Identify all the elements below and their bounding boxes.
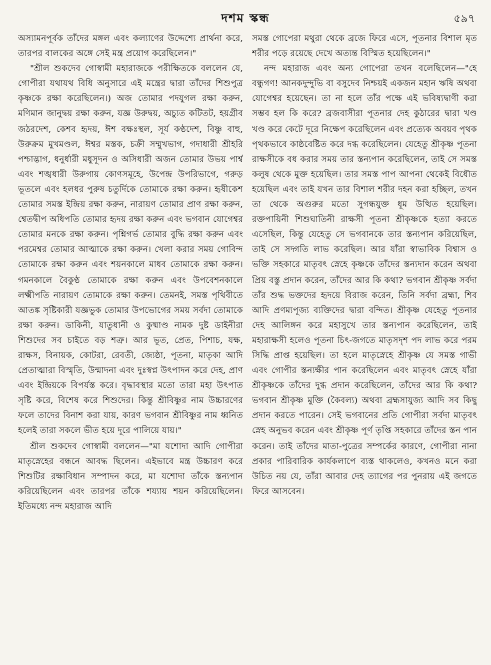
- left-text-column: [18, 32, 243, 658]
- paragraph: অস্যামনপূর্বক তাঁদের মঙ্গল এবং কল্যাণের উদ্দেশ্যে প্রার্থনা করে, তারপর বালকের অঙ্গে সেই মন্ত্র প্রয়োগ করেছিলেন।": [18, 34, 243, 60]
- paragraph: সমস্ত গোপেরা মথুরা থেকে ব্রজে ফিরে এসে, পূতনার বিশাল মৃত শরীর পড়ে রয়েছে দেখে অত্যন্ত বিস্মিত হয়েছিলেন।": [252, 34, 477, 60]
- page-header: [14, 8, 477, 30]
- paragraph: "শ্রীল শুকদেব গোস্বামী মহারাজকে পরীক্ষিতকে বললেন যে, গোপীরা যথাযথ বিধি অনুসারে এই মন্ত্রের দ্বারা তাঁদের শিশুপুত্র কৃষ্ণকে রক্ষা করেছিলেন।) অজ তোমার পদযুগল রক্ষা করুন, মণিমান জানুদ্বয় রক্ষা করুন, যজ্ঞ উরুদ্বয়, অচ্যুত কটিতট, হয়গ্রীব জঠরদেশ, কেশব হৃদয়, ঈশ বক্ষঃস্থল, সূর্য কণ্ঠদেশ, বিষ্ণু বাহু, উরুক্রম মুখমণ্ডল, ঈশ্বর মস্তক, চক্রী সম্মুখভাগ, গদাধারী শ্রীহরি পশ্চাদ্ভাগ, ধনুর্ধারী মধুসূদন ও অসিধারী অজন তোমার উভয় পার্শ্ব এবং শঙ্খধারী উরুগায় কোণসমূহে, উপেন্দ্র উপরিভাগে, গরুড় ভূতলে এবং হলধর পুরুষ চতুর্দিকে তোমাকে রক্ষা করুন। হৃষীকেশ তোমার সমস্ত ইন্দ্রিয় রক্ষা করুন, নারায়ণ তোমার প্রাণ রক্ষা করুন, শ্বেতদ্বীপ অধিপতি তোমার হৃদয় রক্ষা করুন এবং ভগবান যোগেশ্বর তোমার মনকে রক্ষা করুন। পৃশ্নিগর্ভ তোমার বুদ্ধি রক্ষা করুন এবং পরমেশ্বর তোমার আত্মাকে রক্ষা করুন। খেলা করার সময় গোবিন্দ তোমাকে রক্ষা করুন এবং শয়নকালে মাধব তোমাকে রক্ষা করুন। গমনকালে বৈকুণ্ঠ তোমাকে রক্ষা করুন এবং উপবেশনকালে লক্ষ্মীপতি নারায়ণ তোমাকে রক্ষা করুন। তেমনই, সমস্ত পৃথিবীতে আতঙ্ক সৃষ্টিকারী যজ্ঞভুক তোমার উপভোগের সময় সর্বদা তোমাকে রক্ষা করুন। ডাকিনী, যাতুধানী ও কুষ্মাণ্ড নামক দুষ্ট ডাইনীরা শিশুদের সব চাইতে বড় শত্রু। আর ভূত, প্রেত, পিশাচ, যক্ষ, রাক্ষস, বিনায়ক, কোটরা, রেবতী, জ্যেষ্ঠা, পূতনা, মাতৃকা আদি প্রেতাত্মারা বিস্মৃতি, উন্মাদনা এবং দুঃস্বপ্ন উৎপাদন করে দেহ, প্রাণ এবং ইন্দ্রিয়কে বিপর্যস্ত করে। বৃদ্ধাবস্থার মতো তারা মহা উৎপাত সৃষ্টি করে, বিশেষ করে শিশুদের। কিন্তু শ্রীবিষ্ণুর নাম উচ্চারণের ফলে তাদের বিনাশ করা যায়, কারণ ভগবান শ্রীবিষ্ণুর নাম ধ্বনিত হলেই তারা সকলে ভীত হয়ে দূরে পালিয়ে যায়।": [18, 64, 243, 437]
- right-text-column: [252, 32, 477, 658]
- paragraph: শ্রীল শুকদেব গোস্বামী বললেন—"মা যশোদা আদি গোপীরা মাতৃস্নেহের বন্ধনে আবদ্ধ ছিলেন। এইভাবে মন্ত্র উচ্চারণ করে শিশুটির রক্ষাবিধান সম্পাদন করে, মা যশোদা তাঁকে স্তন্যপান করিয়েছিলেন এবং তারপর তাঁকে শয্যায় শয়ন করিয়েছিলেন। ইতিমধ্যে নন্দ মহারাজ আদি: [18, 441, 243, 512]
- chapter-heading: দশম স্কন্ধ: [221, 11, 270, 25]
- paragraph: নন্দ মহারাজ এবং অন্য গোপেরা তখন বলেছিলেন—"হে বন্ধুগণ! আনকদুন্দুভি বা বসুদেব নিশ্চয়ই একজন মহান ঋষি অথবা যোগেশ্বর হয়েছেন। তা না হলে তাঁর পক্ষে এই ভবিষ্যদ্বাণী করা সম্ভব হল কি করে? ব্রজবাসীরা পূতনার দেহ কুঠারের দ্বারা খণ্ড খণ্ড করে কেটে দূরে নিক্ষেপ করেছিলেন এবং প্রত্যেক অবয়ব পৃথক পৃথকভাবে কাষ্ঠবেষ্টিত করে দগ্ধ করেছিলেন। যেহেতু শ্রীকৃষ্ণ পূতনা রাক্ষসীকে বধ করার সময় তার স্তন্যপান করেছিলেন, তাই সে সমস্ত কলুষ থেকে মুক্ত হয়েছিল। তার সমস্ত পাপ আপনা থেকেই বিধৌত হয়েছিল এবং তাই যখন তার বিশাল শরীর দহন করা হচ্ছিল, তখন তা থেকে অগুরুর মতো সুগন্ধযুক্ত ধূম উত্থিত হয়েছিল। রক্তপায়িনী শিশুঘাতিনী রাক্ষসী পূতনা শ্রীকৃষ্ণকে হত্যা করতে এসেছিল, কিন্তু যেহেতু সে ভগবানকে তার স্তন্যপান করিয়েছিল, তাই সে সদ্গতি লাভ করেছিল। আর যাঁরা স্বাভাবিক বিশ্বাস ও ভক্তি সহকারে মাতৃবৎ স্নেহে কৃষ্ণকে তাঁদের স্তন্যদান করেন অথবা প্রিয় বস্তু প্রদান করেন, তাঁদের আর কি কথা? ভগবান শ্রীকৃষ্ণ সর্বদা তাঁর শুদ্ধ ভক্তদের হৃদয়ে বিরাজ করেন, তিনি সর্বদা ব্রহ্মা, শিব আদি প্রণম্যপূজ্য ব্যক্তিদের দ্বারা বন্দিত। শ্রীকৃষ্ণ যেহেতু পূতনার দেহ আলিঙ্গন করে মহাসুখে তার স্তন্যপান করেছিলেন, তাই মহারাক্ষসী হলেও পূতনা চিৎ-জগতে মাতৃসদৃশ পদ লাভ করে পরম সিদ্ধি প্রাপ্ত হয়েছিল। তা হলে মাতৃস্নেহে শ্রীকৃষ্ণ যে সমস্ত গাভী এবং গোপীর স্তন্যক্ষীর পান করেছিলেন এবং মাতৃবৎ স্নেহে যাঁরা শ্রীকৃষ্ণকে তাঁদের দুগ্ধ প্রদান করেছিলেন, তাঁদের আর কি কথা? ভগবান শ্রীকৃষ্ণ মুক্তি (কৈবল্য) অথবা ব্রহ্মসাযুজ্য আদি সব কিছু প্রদান করতে পারেন। সেই ভগবানের প্রতি গোপীরা সর্বদা মাতৃবৎ স্নেহ অনুভব করেন এবং শ্রীকৃষ্ণ পূর্ণ তৃপ্তি সহকারে তাঁদের স্তন পান করেন। তাই তাঁদের মাতা-পুত্রের সম্পর্কের কারণে, গোপীরা নানা প্রকার পারিবারিক কার্যকলাপে ব্যস্ত থাকলেও, কখনও মনে করা উচিত নয় যে, তাঁরা আবার দেহ ত্যাগের পর পুনরায় এই জগতে ফিরে আসবেন।: [252, 64, 477, 497]
- page-number: ৫৯৭: [453, 12, 475, 25]
